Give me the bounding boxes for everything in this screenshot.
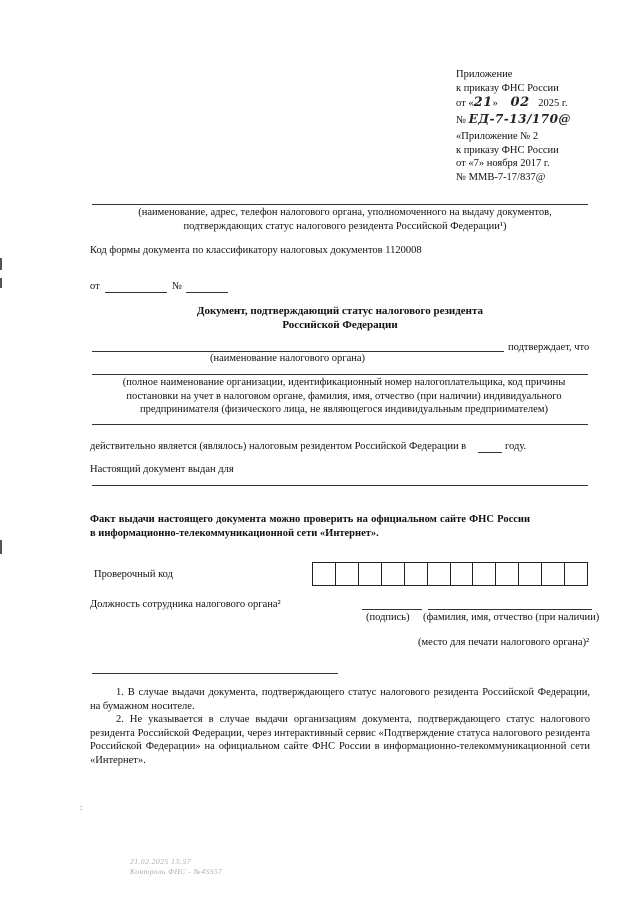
date-blank [105, 292, 167, 293]
tax-authority-caption: (наименование налогового органа) [210, 353, 366, 364]
footnote-separator [92, 673, 338, 674]
official-label: Должность сотрудника налогового органа² [90, 599, 281, 610]
check-code-cell [428, 563, 451, 585]
check-code-cell [313, 563, 336, 585]
year-blank [478, 452, 502, 453]
handwritten-month: 02 [510, 95, 530, 111]
organization-line-2 [92, 424, 588, 425]
date-number-row: от [90, 281, 100, 292]
issued-for-label: Настоящий документ выдан для [90, 464, 234, 475]
footnote-2: 2. Не указывается в случае выдачи организациям документа, подтверждающего статус налогового резидента Российской Федерации, через интерактивный сервис «Подтверждение статуса налогового резидента Российской Федерации» на официальном сайте ФНС России в информационно-телекоммуникационной сети «Интернет». [90, 714, 590, 766]
appendix-number: № ЕД-7-13/170@ [456, 112, 571, 127]
check-code-cell [473, 563, 496, 585]
resident-text: действительно является (являлось) налоговым резидентом Российской Федерации в [90, 441, 467, 452]
header-caption: (наименование, адрес, телефон налогового органа, уполномоченного на выдачу документов, подтверждающих статус налогового резидента Российской Федерации¹) [138, 207, 552, 232]
full-name-line [428, 609, 592, 610]
appendix2-number: № ММВ-7-17/837@ [456, 171, 546, 183]
appendix2-title: «Приложение № 2 [456, 131, 539, 142]
handwritten-order-number: ЕД-7-13/170@ [468, 112, 571, 127]
document-title: Документ, подтверждающий статус налогового резидента Российской Федерации [196, 305, 484, 332]
check-code-cell [519, 563, 542, 585]
stamp-caption: (место для печати налогового органа)² [418, 637, 590, 648]
check-code-cell [382, 563, 405, 585]
organization-caption: (полное наименование организации, идентификационный номер налогоплательщика, код причины постановки на учет в налоговом органе, фамилия, имя, отчество (при наличии) индивидуального предпринимателя (физического лица, не являющегося индивидуальным предприимателем) [122, 377, 566, 416]
check-code-cell [451, 563, 474, 585]
issued-for-line [92, 485, 588, 486]
signature-caption: (подпись) [366, 612, 410, 623]
appendix-block [456, 68, 571, 128]
appendix-title: Приложение [456, 69, 513, 80]
name-caption: (фамилия, имя, отчество (при наличии) [423, 612, 600, 623]
tax-authority-line [92, 204, 588, 205]
scan-margin-mark [0, 278, 2, 288]
scan-stamp: 21.02.2025 13:57 Контроль ФНС - №4SS57 [130, 857, 223, 876]
handwritten-day: 21 [473, 95, 493, 111]
number-blank [186, 292, 228, 293]
organization-line [92, 374, 588, 375]
appendix2-order: к приказу ФНС России [456, 144, 559, 156]
check-code-label: Проверочный код [94, 569, 173, 580]
form-code: Код формы документа по классификатору налоговых документов 1120008 [90, 245, 422, 256]
verify-text: Факт выдачи настоящего документа можно проверить на официальном сайте ФНС России в информационно-телекоммуникационной сети «Интернет». [90, 514, 530, 539]
scan-dot-mark: : [80, 803, 83, 812]
appendix2-date: от «7» ноября 2017 г. [456, 158, 550, 170]
check-code-cell [359, 563, 382, 585]
footnote-1: 1. В случае выдачи документа, подтверждающего статус налогового резидента Российской Федерации, на бумажном носителе. [90, 687, 590, 712]
number-label: № [172, 281, 183, 292]
resident-year-suffix: году. [505, 441, 527, 452]
scan-margin-mark [0, 258, 2, 270]
check-code-cell [565, 563, 587, 585]
check-code-cell [336, 563, 359, 585]
appendix-order: к приказу ФНС России [456, 82, 559, 94]
appendix-date: от «21» 02 2025 г. [456, 95, 568, 111]
confirms-label: подтверждает, что [508, 342, 590, 353]
signature-line [362, 609, 422, 610]
scan-margin-mark [0, 540, 2, 554]
check-code-boxes [312, 562, 588, 586]
appendix2-block [456, 130, 559, 185]
check-code-cell [405, 563, 428, 585]
check-code-cell [496, 563, 519, 585]
check-code-cell [542, 563, 565, 585]
